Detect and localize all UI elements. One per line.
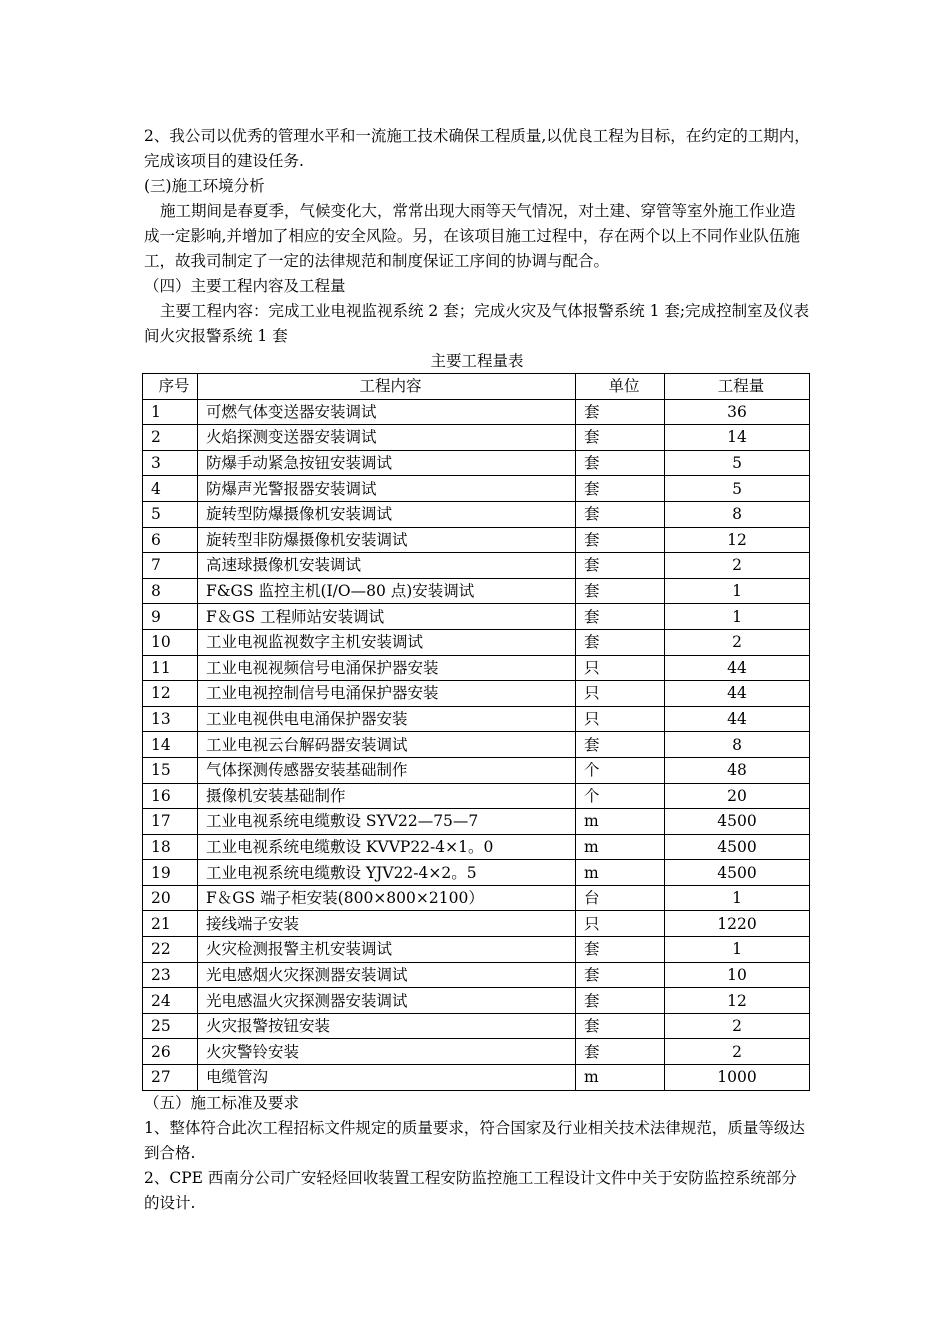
cell-quantity: 5	[665, 450, 810, 476]
table-row	[143, 527, 810, 553]
cell-unit: 套	[576, 553, 665, 579]
cell-quantity: 1	[665, 885, 810, 911]
cell-seq: 2	[143, 425, 198, 451]
cell-quantity: 1220	[665, 911, 810, 937]
cell-quantity: 44	[665, 706, 810, 732]
cell-unit: 套	[576, 604, 665, 630]
cell-unit: 套	[576, 629, 665, 655]
cell-unit: 套	[576, 476, 665, 502]
cell-unit: 套	[576, 1013, 665, 1039]
cell-quantity: 1	[665, 937, 810, 963]
header-quantity: 工程量	[665, 374, 810, 400]
cell-content: 防爆手动紧急按钮安装调试	[198, 450, 576, 476]
table-row	[143, 937, 810, 963]
cell-seq: 21	[143, 911, 198, 937]
table-row	[143, 629, 810, 655]
cell-content: 工业电视云台解码器安装调试	[198, 732, 576, 758]
cell-content: 接线端子安装	[198, 911, 576, 937]
cell-content: F＆GS 端子柜安装(800×800×2100）	[198, 885, 576, 911]
section5-item-1: 1、整体符合此次工程招标文件规定的质量要求，符合国家及行业相关技术法律规范，质量等级达到合格.	[144, 1118, 805, 1162]
cell-content: 高速球摄像机安装调试	[198, 553, 576, 579]
cell-unit: 套	[576, 962, 665, 988]
cell-seq: 22	[143, 937, 198, 963]
table-row	[143, 962, 810, 988]
table-row	[143, 783, 810, 809]
table-row	[143, 604, 810, 630]
cell-quantity: 4500	[665, 834, 810, 860]
table-row	[143, 988, 810, 1014]
cell-seq: 7	[143, 553, 198, 579]
cell-quantity: 48	[665, 757, 810, 783]
cell-seq: 11	[143, 655, 198, 681]
cell-unit: 套	[576, 1039, 665, 1065]
cell-seq: 3	[143, 450, 198, 476]
cell-seq: 4	[143, 476, 198, 502]
cell-content: 旋转型防爆摄像机安装调试	[198, 501, 576, 527]
cell-unit: 套	[576, 732, 665, 758]
document-page	[144, 124, 810, 1216]
cell-quantity: 12	[665, 988, 810, 1014]
section4-heading: （四）主要工程内容及工程量	[144, 277, 346, 295]
cell-seq: 1	[143, 399, 198, 425]
cell-seq: 12	[143, 681, 198, 707]
cell-seq: 19	[143, 860, 198, 886]
cell-content: 工业电视控制信号电涌保护器安装	[198, 681, 576, 707]
table-row	[143, 553, 810, 579]
cell-content: 防爆声光警报器安装调试	[198, 476, 576, 502]
cell-unit: 个	[576, 783, 665, 809]
cell-quantity: 2	[665, 629, 810, 655]
cell-seq: 18	[143, 834, 198, 860]
table-row	[143, 655, 810, 681]
cell-quantity: 8	[665, 732, 810, 758]
table-row	[143, 578, 810, 604]
header-unit: 单位	[576, 374, 665, 400]
section3-body: 施工期间是春夏季，气候变化大，常常出现大雨等天气情况，对土建、穿管等室外施工作业造成一定影响,并增加了相应的安全风险。另，在该项目施工过程中，存在两个以上不同作业队伍施工，故我司制定了一定的法律规范和制度保证工序间的协调与配合。	[144, 202, 800, 270]
section5-item-2: 2、CPE 西南分公司广安轻烃回收装置工程安防监控施工工程设计文件中关于安防监控系统部分的设计.	[144, 1168, 797, 1212]
cell-content: 火灾报警按钮安装	[198, 1013, 576, 1039]
cell-content: 工业电视系统电缆敷设 KVVP22-4×1。0	[198, 834, 576, 860]
cell-unit: 个	[576, 757, 665, 783]
cell-unit: m	[576, 834, 665, 860]
cell-content: F＆GS 工程师站安装调试	[198, 604, 576, 630]
table-row	[143, 681, 810, 707]
table-row	[143, 425, 810, 451]
table-body	[143, 399, 810, 1090]
header-seq: 序号	[143, 374, 198, 400]
cell-unit: 套	[576, 399, 665, 425]
cell-seq: 23	[143, 962, 198, 988]
cell-seq: 8	[143, 578, 198, 604]
section3-heading: (三)施工环境分析	[144, 177, 265, 195]
table-header-row	[143, 374, 810, 400]
table-row	[143, 706, 810, 732]
cell-quantity: 44	[665, 681, 810, 707]
cell-content: 电缆管沟	[198, 1065, 576, 1091]
cell-unit: 只	[576, 911, 665, 937]
cell-content: 工业电视视频信号电涌保护器安装	[198, 655, 576, 681]
cell-quantity: 44	[665, 655, 810, 681]
cell-content: 工业电视系统电缆敷设 YJV22-4×2。5	[198, 860, 576, 886]
cell-unit: m	[576, 809, 665, 835]
cell-seq: 16	[143, 783, 198, 809]
cell-unit: 只	[576, 655, 665, 681]
cell-seq: 13	[143, 706, 198, 732]
cell-unit: 只	[576, 706, 665, 732]
table-row	[143, 732, 810, 758]
cell-quantity: 14	[665, 425, 810, 451]
table-row	[143, 476, 810, 502]
cell-content: 可燃气体变送器安装调试	[198, 399, 576, 425]
cell-quantity: 2	[665, 553, 810, 579]
section5-heading: （五）施工标准及要求	[144, 1093, 300, 1112]
cell-unit: 只	[576, 681, 665, 707]
cell-content: 工业电视供电电涌保护器安装	[198, 706, 576, 732]
table-row	[143, 399, 810, 425]
cell-content: F&GS 监控主机(I/O—80 点)安装调试	[198, 578, 576, 604]
cell-seq: 10	[143, 629, 198, 655]
section4-body: 主要工程内容：完成工业电视监视系统 2 套；完成火灾及气体报警系统 1 套;完成控制室及仪表间火灾报警系统 1 套	[144, 302, 810, 345]
table-row	[143, 809, 810, 835]
cell-seq: 6	[143, 527, 198, 553]
cell-quantity: 36	[665, 399, 810, 425]
cell-quantity: 2	[665, 1039, 810, 1065]
cell-content: 工业电视系统电缆敷设 SYV22—75—7	[198, 809, 576, 835]
cell-seq: 17	[143, 809, 198, 835]
cell-content: 旋转型非防爆摄像机安装调试	[198, 527, 576, 553]
cell-content: 火焰探测变送器安装调试	[198, 425, 576, 451]
table-row	[143, 911, 810, 937]
cell-unit: 套	[576, 501, 665, 527]
cell-content: 光电感烟火灾探测器安装调试	[198, 962, 576, 988]
cell-quantity: 4500	[665, 860, 810, 886]
cell-unit: 套	[576, 527, 665, 553]
cell-content: 火灾检测报警主机安装调试	[198, 937, 576, 963]
cell-unit: m	[576, 860, 665, 886]
cell-unit: 套	[576, 937, 665, 963]
cell-quantity: 4500	[665, 809, 810, 835]
cell-seq: 5	[143, 501, 198, 527]
cell-seq: 9	[143, 604, 198, 630]
top-paragraph: 2、我公司以优秀的管理水平和一流施工技术确保工程质量,以优良工程为目标，在约定的工期内，完成该项目的建设任务.	[144, 127, 810, 170]
cell-quantity: 1	[665, 578, 810, 604]
cell-quantity: 12	[665, 527, 810, 553]
table-row	[143, 860, 810, 886]
cell-quantity: 2	[665, 1013, 810, 1039]
table-row	[143, 834, 810, 860]
cell-seq: 20	[143, 885, 198, 911]
cell-unit: 台	[576, 885, 665, 911]
table-row	[143, 450, 810, 476]
table-row	[143, 885, 810, 911]
cell-seq: 14	[143, 732, 198, 758]
table-row	[143, 501, 810, 527]
cell-unit: 套	[576, 988, 665, 1014]
cell-seq: 24	[143, 988, 198, 1014]
table-row	[143, 1065, 810, 1091]
cell-quantity: 1000	[665, 1065, 810, 1091]
cell-unit: 套	[576, 425, 665, 451]
cell-quantity: 20	[665, 783, 810, 809]
cell-content: 摄像机安装基础制作	[198, 783, 576, 809]
cell-quantity: 1	[665, 604, 810, 630]
cell-content: 工业电视监视数字主机安装调试	[198, 629, 576, 655]
cell-content: 光电感温火灾探测器安装调试	[198, 988, 576, 1014]
cell-seq: 27	[143, 1065, 198, 1091]
table-row	[143, 1039, 810, 1065]
table-row	[143, 1013, 810, 1039]
cell-quantity: 5	[665, 476, 810, 502]
cell-quantity: 8	[665, 501, 810, 527]
cell-unit: 套	[576, 450, 665, 476]
cell-seq: 25	[143, 1013, 198, 1039]
cell-seq: 15	[143, 757, 198, 783]
quantity-table	[142, 373, 810, 1091]
cell-unit: m	[576, 1065, 665, 1091]
header-content: 工程内容	[198, 374, 576, 400]
table-row	[143, 757, 810, 783]
cell-unit: 套	[576, 578, 665, 604]
cell-quantity: 10	[665, 962, 810, 988]
cell-seq: 26	[143, 1039, 198, 1065]
cell-content: 火灾警铃安装	[198, 1039, 576, 1065]
cell-content: 气体探测传感器安装基础制作	[198, 757, 576, 783]
table-title: 主要工程量表	[430, 352, 524, 370]
